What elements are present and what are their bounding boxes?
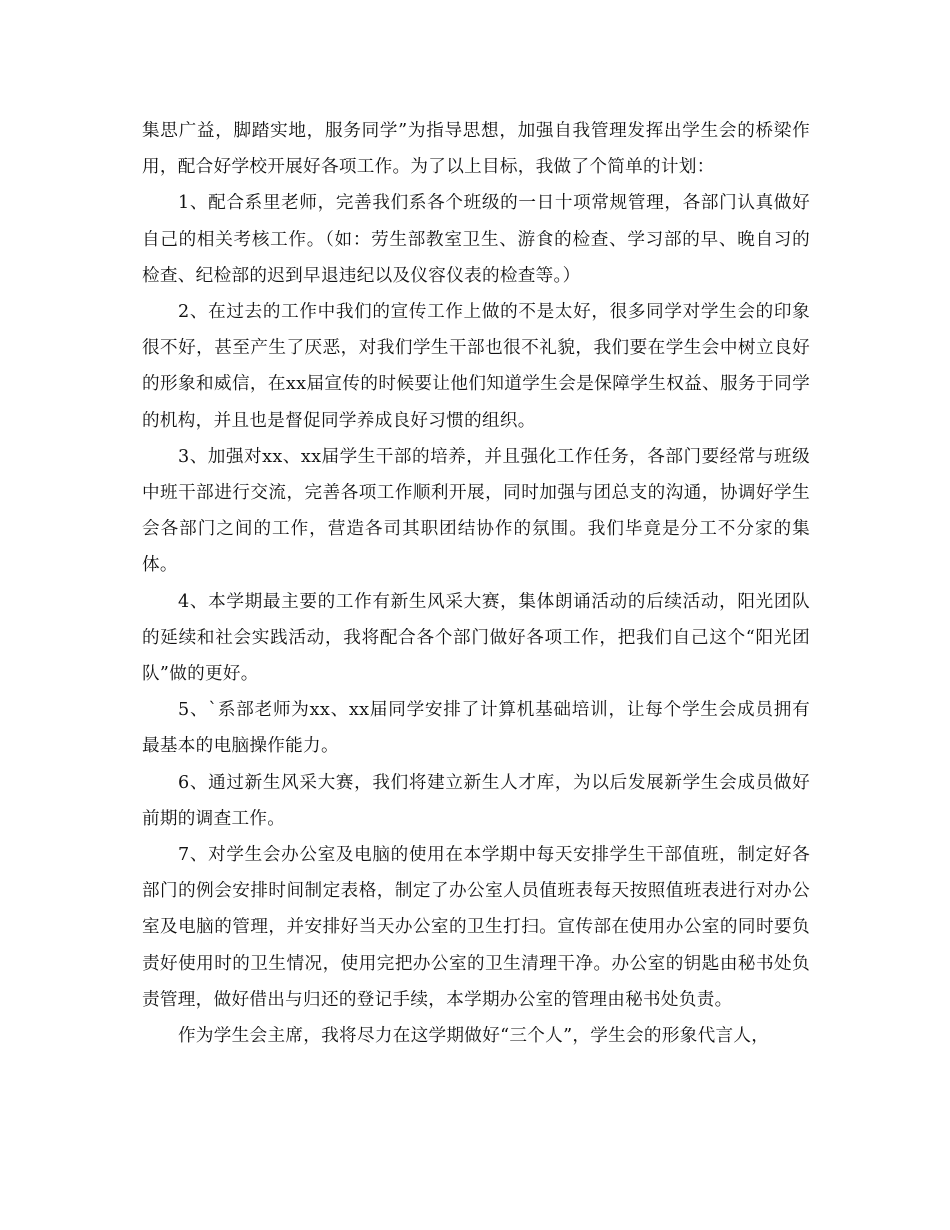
paragraph-item-1: 1、配合系里老师，完善我们系各个班级的一日十项常规管理，各部门认真做好自己的相关考核工作。（如：劳生部教室卫生、游食的检查、学习部的早、晚自习的检查、纪检部的迟到早退违纪以及仪容仪表的检查等。） bbox=[142, 193, 810, 286]
paragraph-item-7: 7、对学生会办公室及电脑的使用在本学期中每天安排学生干部值班，制定好各部门的例会安排时间制定表格，制定了办公室人员值班表每天按照值班表进行对办公室及电脑的管理，并安排好当天办公室的卫生打扫。宣传部在使用办公室的同时要负责好使用时的卫生情况，使用完把办公室的卫生清理干净。办公室的钥匙由秘书处负责管理，做好借出与归还的登记手续，本学期办公室的管理由秘书处负责。 bbox=[142, 845, 810, 1010]
paragraph-item-5: 5、`系部老师为xx、xx届同学安排了计算机基础培训，让每个学生会成员拥有最基本的电脑操作能力。 bbox=[142, 700, 810, 757]
paragraph-item-3: 3、加强对xx、xx届学生干部的培养，并且强化工作任务，各部门要经常与班级中班干部进行交流，完善各项工作顺利开展，同时加强与团总支的沟通，协调好学生会各部门之间的工作，营造各司其职团结协作的氛围。我们毕竟是分工不分家的集体。 bbox=[142, 446, 810, 576]
document-page bbox=[142, 113, 810, 1054]
paragraph-item-4: 4、本学期最主要的工作有新生风采大赛，集体朗诵活动的后续活动，阳光团队的延续和社会实践活动，我将配合各个部门做好各项工作，把我们自己这个“阳光团队”做的更好。 bbox=[142, 591, 810, 685]
paragraph-item-2: 2、在过去的工作中我们的宣传工作上做的不是太好，很多同学对学生会的印象很不好，甚至产生了厌恶，对我们学生干部也很不礼貌，我们要在学生会中树立良好的形象和威信，在xx届宣传的时候要让他们知道学生会是保障学生权益、服务于同学的机构，并且也是督促同学养成良好习惯的组织。 bbox=[142, 302, 810, 431]
paragraph-item-6: 6、通过新生风采大赛，我们将建立新生人才库，为以后发展新学生会成员做好前期的调查工作。 bbox=[142, 772, 810, 829]
paragraph-intro: 集思广益，脚踏实地，服务同学”为指导思想，加强自我管理发挥出学生会的桥梁作用，配合好学校开展好各项工作。为了以上目标，我做了个简单的计划： bbox=[142, 121, 810, 178]
paragraph-closing: 作为学生会主席，我将尽力在这学期做好“三个人”，学生会的形象代言人， bbox=[178, 1026, 770, 1047]
